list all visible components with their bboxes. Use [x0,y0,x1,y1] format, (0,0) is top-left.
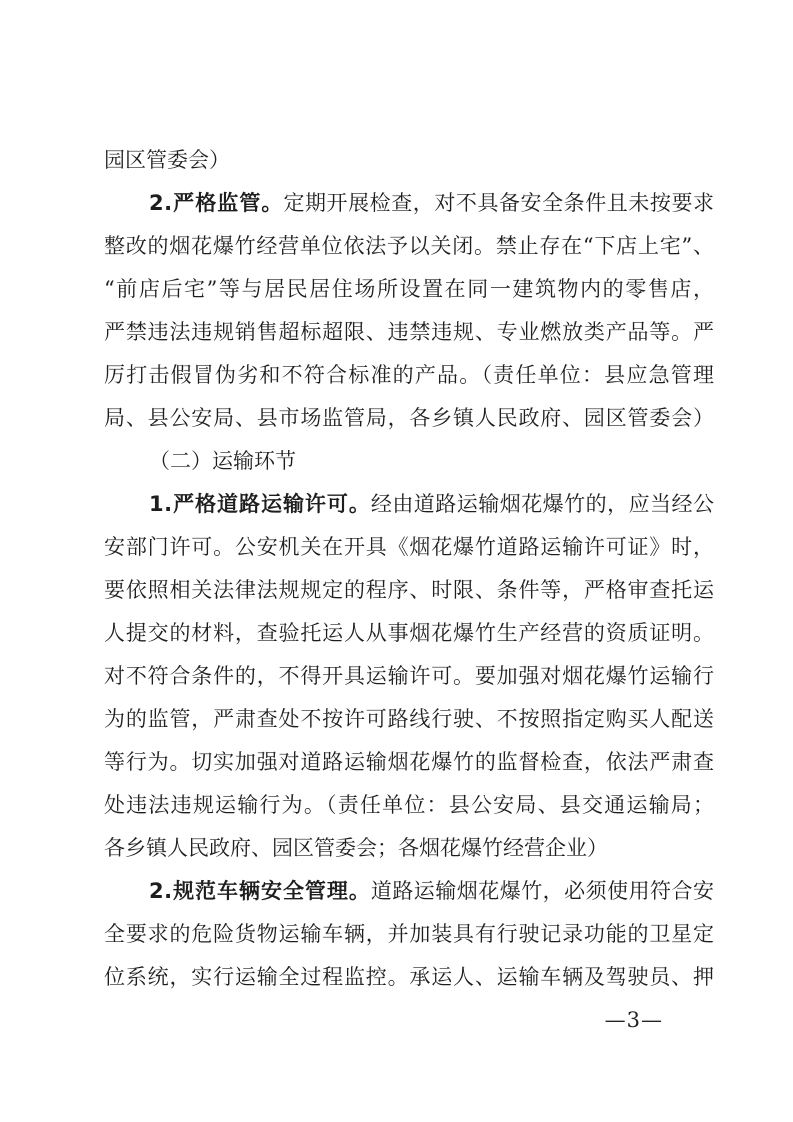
text-run: 对不符合条件的，不得开具运输许可。要加强对烟花爆竹运输行 [104,664,714,688]
text-line [104,784,714,827]
text-line [104,655,714,698]
text-line [104,569,714,612]
text-run: 经由道路运输烟花爆竹的，应当经公 [370,492,715,516]
text-run: 园区管委会） [104,148,230,172]
text-run: 要依照相关法律法规规定的程序、时限、条件等，严格审查托运 [104,578,714,602]
text-run: 定期开展检查，对不具备安全条件且未按要求 [283,191,715,215]
text-line [104,268,714,311]
text-run: 人提交的材料，查验托运人从事烟花爆竹生产经营的资质证明。 [104,621,714,645]
text-line [104,139,714,182]
text-run: “前店后宅”等与居民居住场所设置在同一建筑物内的零售店， [104,277,714,301]
paragraph-heading: 2.严格监管。 [149,191,284,215]
text-run: 严禁违法违规销售超标超限、违禁违规、专业燃放类产品等。严 [104,320,714,344]
text-line [104,698,714,741]
paragraph-heading: 2.规范车辆安全管理。 [149,879,371,903]
text-line [104,612,714,655]
text-run: 局、县公安局、县市场监管局，各乡镇人民政府、园区管委会） [104,406,714,430]
text-run: 厉打击假冒伪劣和不符合标准的产品。（责任单位：县应急管理 [104,363,714,387]
text-run: 全要求的危险货物运输车辆，并加装具有行驶记录功能的卫星定 [104,922,714,946]
text-run: 整改的烟花爆竹经营单位依法予以关闭。禁止存在“下店上宅”、 [104,234,714,258]
text-line [104,913,714,956]
text-line [104,870,714,913]
text-line [104,397,714,440]
text-run: 安部门许可。公安机关在开具《烟花爆竹道路运输许可证》时， [104,535,714,559]
text-line [104,526,714,569]
text-line [104,182,714,225]
text-run: 道路运输烟花爆竹，必须使用符合安 [370,879,715,903]
text-line [104,956,714,999]
text-run: 处违法违规运输行为。（责任单位：县公安局、县交通运输局； [104,793,714,817]
text-line [104,225,714,268]
text-line [104,741,714,784]
text-line [104,354,714,397]
text-run: 位系统，实行运输全过程监控。承运人、运输车辆及驾驶员、押 [104,965,714,989]
page-number: —3— [604,1008,663,1032]
text-run: 为的监管，严肃查处不按许可路线行驶、不按照指定购买人配送 [104,707,714,731]
text-line [104,311,714,354]
text-line [104,440,714,483]
document-body [104,139,714,999]
text-run: 各乡镇人民政府、园区管委会；各烟花爆竹经营企业） [104,836,608,860]
text-line [104,827,714,870]
text-line [104,483,714,526]
text-run: （二）运输环节 [149,449,296,473]
text-run: 等行为。切实加强对道路运输烟花爆竹的监督检查，依法严肃查 [104,750,714,774]
paragraph-heading: 1.严格道路运输许可。 [149,492,371,516]
